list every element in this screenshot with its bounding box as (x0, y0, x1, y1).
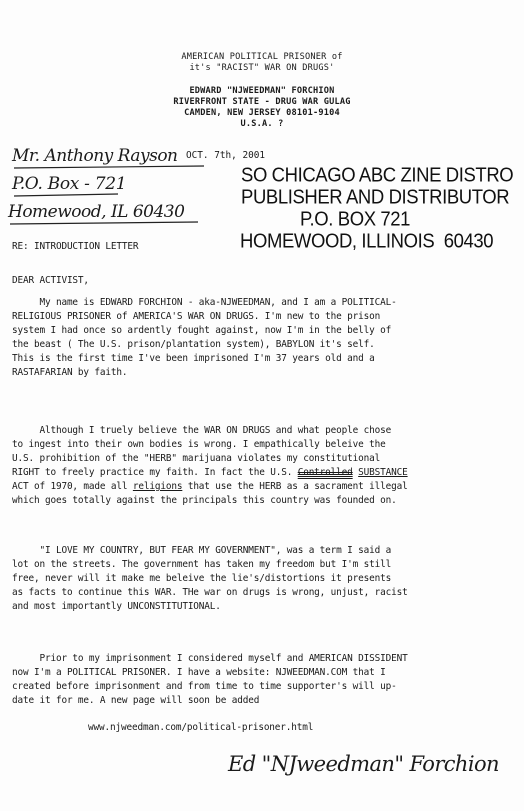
letter-date: OCT. 7th, 2001 (186, 150, 266, 161)
body-line: "I LOVE MY COUNTRY, BUT FEAR MY GOVERNMENT", was a term I said a (12, 545, 392, 556)
body-line: to ingest into their own bodies is wrong. I empathically beleive the (12, 439, 386, 450)
stamp-line: SO CHICAGO ABC ZINE DISTRO (241, 163, 514, 186)
sender-city: CAMDEN, NEW JERSEY 08101-9104 (184, 108, 340, 118)
handwritten-line: Mr. Anthony Rayson (12, 146, 178, 166)
handwritten-line: P.O. Box - 721 (12, 174, 127, 194)
body-line: lot on the streets. The government has taken my freedom but I'm still (12, 559, 392, 570)
stamp-line: P.O. BOX 721 (300, 207, 411, 230)
sender-name: EDWARD "NJWEEDMAN" FORCHION (189, 86, 335, 96)
stamp-line: PUBLISHER AND DISTRIBUTOR (241, 185, 510, 208)
re-line: RE: INTRODUCTION LETTER (12, 241, 139, 252)
body-line: now I'm a POLITICAL PRISONER. I have a website: NJWEEDMAN.COM that I (12, 667, 386, 678)
body-line: My name is EDWARD FORCHION - aka-NJWEEDMAN, and I am a POLITICAL- (12, 297, 397, 308)
salutation: DEAR ACTIVIST, (12, 275, 89, 286)
body-text: that use the HERB as a sacrament illegal (182, 481, 408, 492)
body-line: system I had once so ardently fought against, now I'm in the belly of (12, 325, 392, 336)
body-line: and most importantly UNCONSTITUTIONAL. (12, 601, 221, 612)
body-line: This is the first time I've been imprisoned I'm 37 years old and a (12, 353, 375, 364)
body-line: as facts to continue this WAR. THe war on drugs is wrong, unjust, racist (12, 587, 408, 598)
body-line: RASTAFARIAN by faith. (12, 367, 128, 378)
underlined-word: religions (132, 481, 183, 492)
body-line: date it for me. A new page will soon be added (12, 695, 260, 706)
sender-facility: RIVERFRONT STATE - DRUG WAR GULAG (173, 97, 351, 107)
letterhead-line: it's "RACIST" WAR ON DRUGS' (189, 63, 335, 73)
body-line: U.S. prohibition of the "HERB" marijuana violates my constitutional (12, 453, 381, 464)
body-line: Prior to my imprisonment I considered myself and AMERICAN DISSIDENT (12, 653, 408, 664)
letterhead-line: AMERICAN POLITICAL PRISONER of (181, 52, 343, 62)
body-line: RELIGIOUS PRISONER of AMERICA'S WAR ON DRUGS. I'm new to the prison (12, 311, 381, 322)
handwriting-underlines (8, 150, 208, 230)
website-url: www.njweedman.com/political-prisoner.html (88, 722, 314, 733)
body-line: Although I truely believe the WAR ON DRUGS and what people chose (12, 425, 392, 436)
body-text: RIGHT to freely practice my faith. In fact the U.S. (12, 467, 298, 478)
handwritten-line: Homewood, IL 60430 (8, 202, 185, 222)
underlined-word: SUBSTANCE (358, 467, 408, 478)
stamp-line: HOMEWOOD, ILLINOIS 60430 (240, 229, 494, 252)
signature: Ed "NJweedman" Forchion (228, 752, 499, 776)
sender-country: U.S.A. ? (240, 119, 284, 129)
body-line: which goes totally against the principals this country was founded on. (12, 495, 397, 506)
struck-word: Controlled (297, 467, 353, 478)
body-line: free, never will it make me beleive the lie's/distortions it presents (12, 573, 392, 584)
body-text: ACT of 1970, made all (12, 481, 133, 492)
body-line (12, 466, 408, 480)
body-line (12, 480, 408, 494)
body-line: created before imprisonment and from time to time supporter's will up- (12, 681, 397, 692)
body-line: the beast ( The U.S. prison/plantation system), BABYLON it's self. (12, 339, 375, 350)
